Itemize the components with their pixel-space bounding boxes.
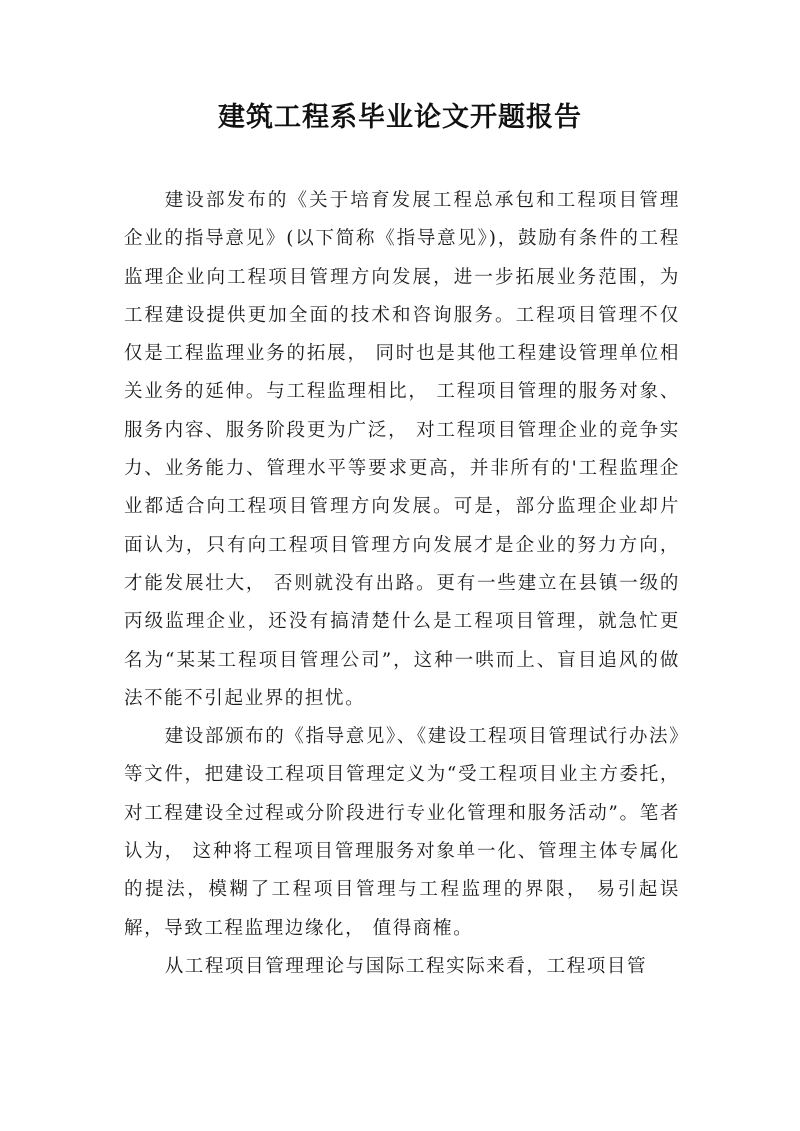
paragraph-1: 建设部发布的《关于培育发展工程总承包和工程项目管理企业的指导意见》(以下简称《指导意见》)，鼓励有条件的工程监理企业向工程项目管理方向发展，进一步拓展业务范围，为工程建设提供更加全面的技术和咨询服务。工程项目管理不仅仅是工程监理业务的拓展， 同时也是其他工程建设管理单位相关业务的延伸。与工程监理相比， 工程项目管理的服务对象、服务内容、服务阶段更为广泛， 对工程项目管理企业的竞争实力、业务能力、管理水平等要求更高，并非所有的'工程监理企业都适合向工程项目管理方向发展。可是，部分监理企业却片面认为，只有向工程项目管理方向发展才是企业的努力方向， 才能发展壮大， 否则就没有出路。更有一些建立在县镇一级的丙级监理企业，还没有搞清楚什么是工程项目管理，就急忙更名为“某某工程项目管理公司”，这种一哄而上、盲目追风的做法不能不引起业界的担忧。: [124, 190, 680, 709]
document-title: 建筑工程系毕业论文开题报告: [218, 102, 582, 133]
paragraph-3: 从工程项目管理理论与国际工程实际来看，工程项目管: [164, 955, 648, 977]
paragraph-2: 建设部颁布的《指导意见》、《建设工程项目管理试行办法》等文件，把建设工程项目管理定义为“受工程项目业主方委托，对工程建设全过程或分阶段进行专业化管理和服务活动”。笔者认为， 这种将工程项目管理服务对象单一化、管理主体专属化的提法，模糊了工程项目管理与工程监理的界限， 易引起误解，导致工程监理边缘化， 值得商榷。: [124, 726, 680, 939]
document-body: [124, 182, 680, 986]
